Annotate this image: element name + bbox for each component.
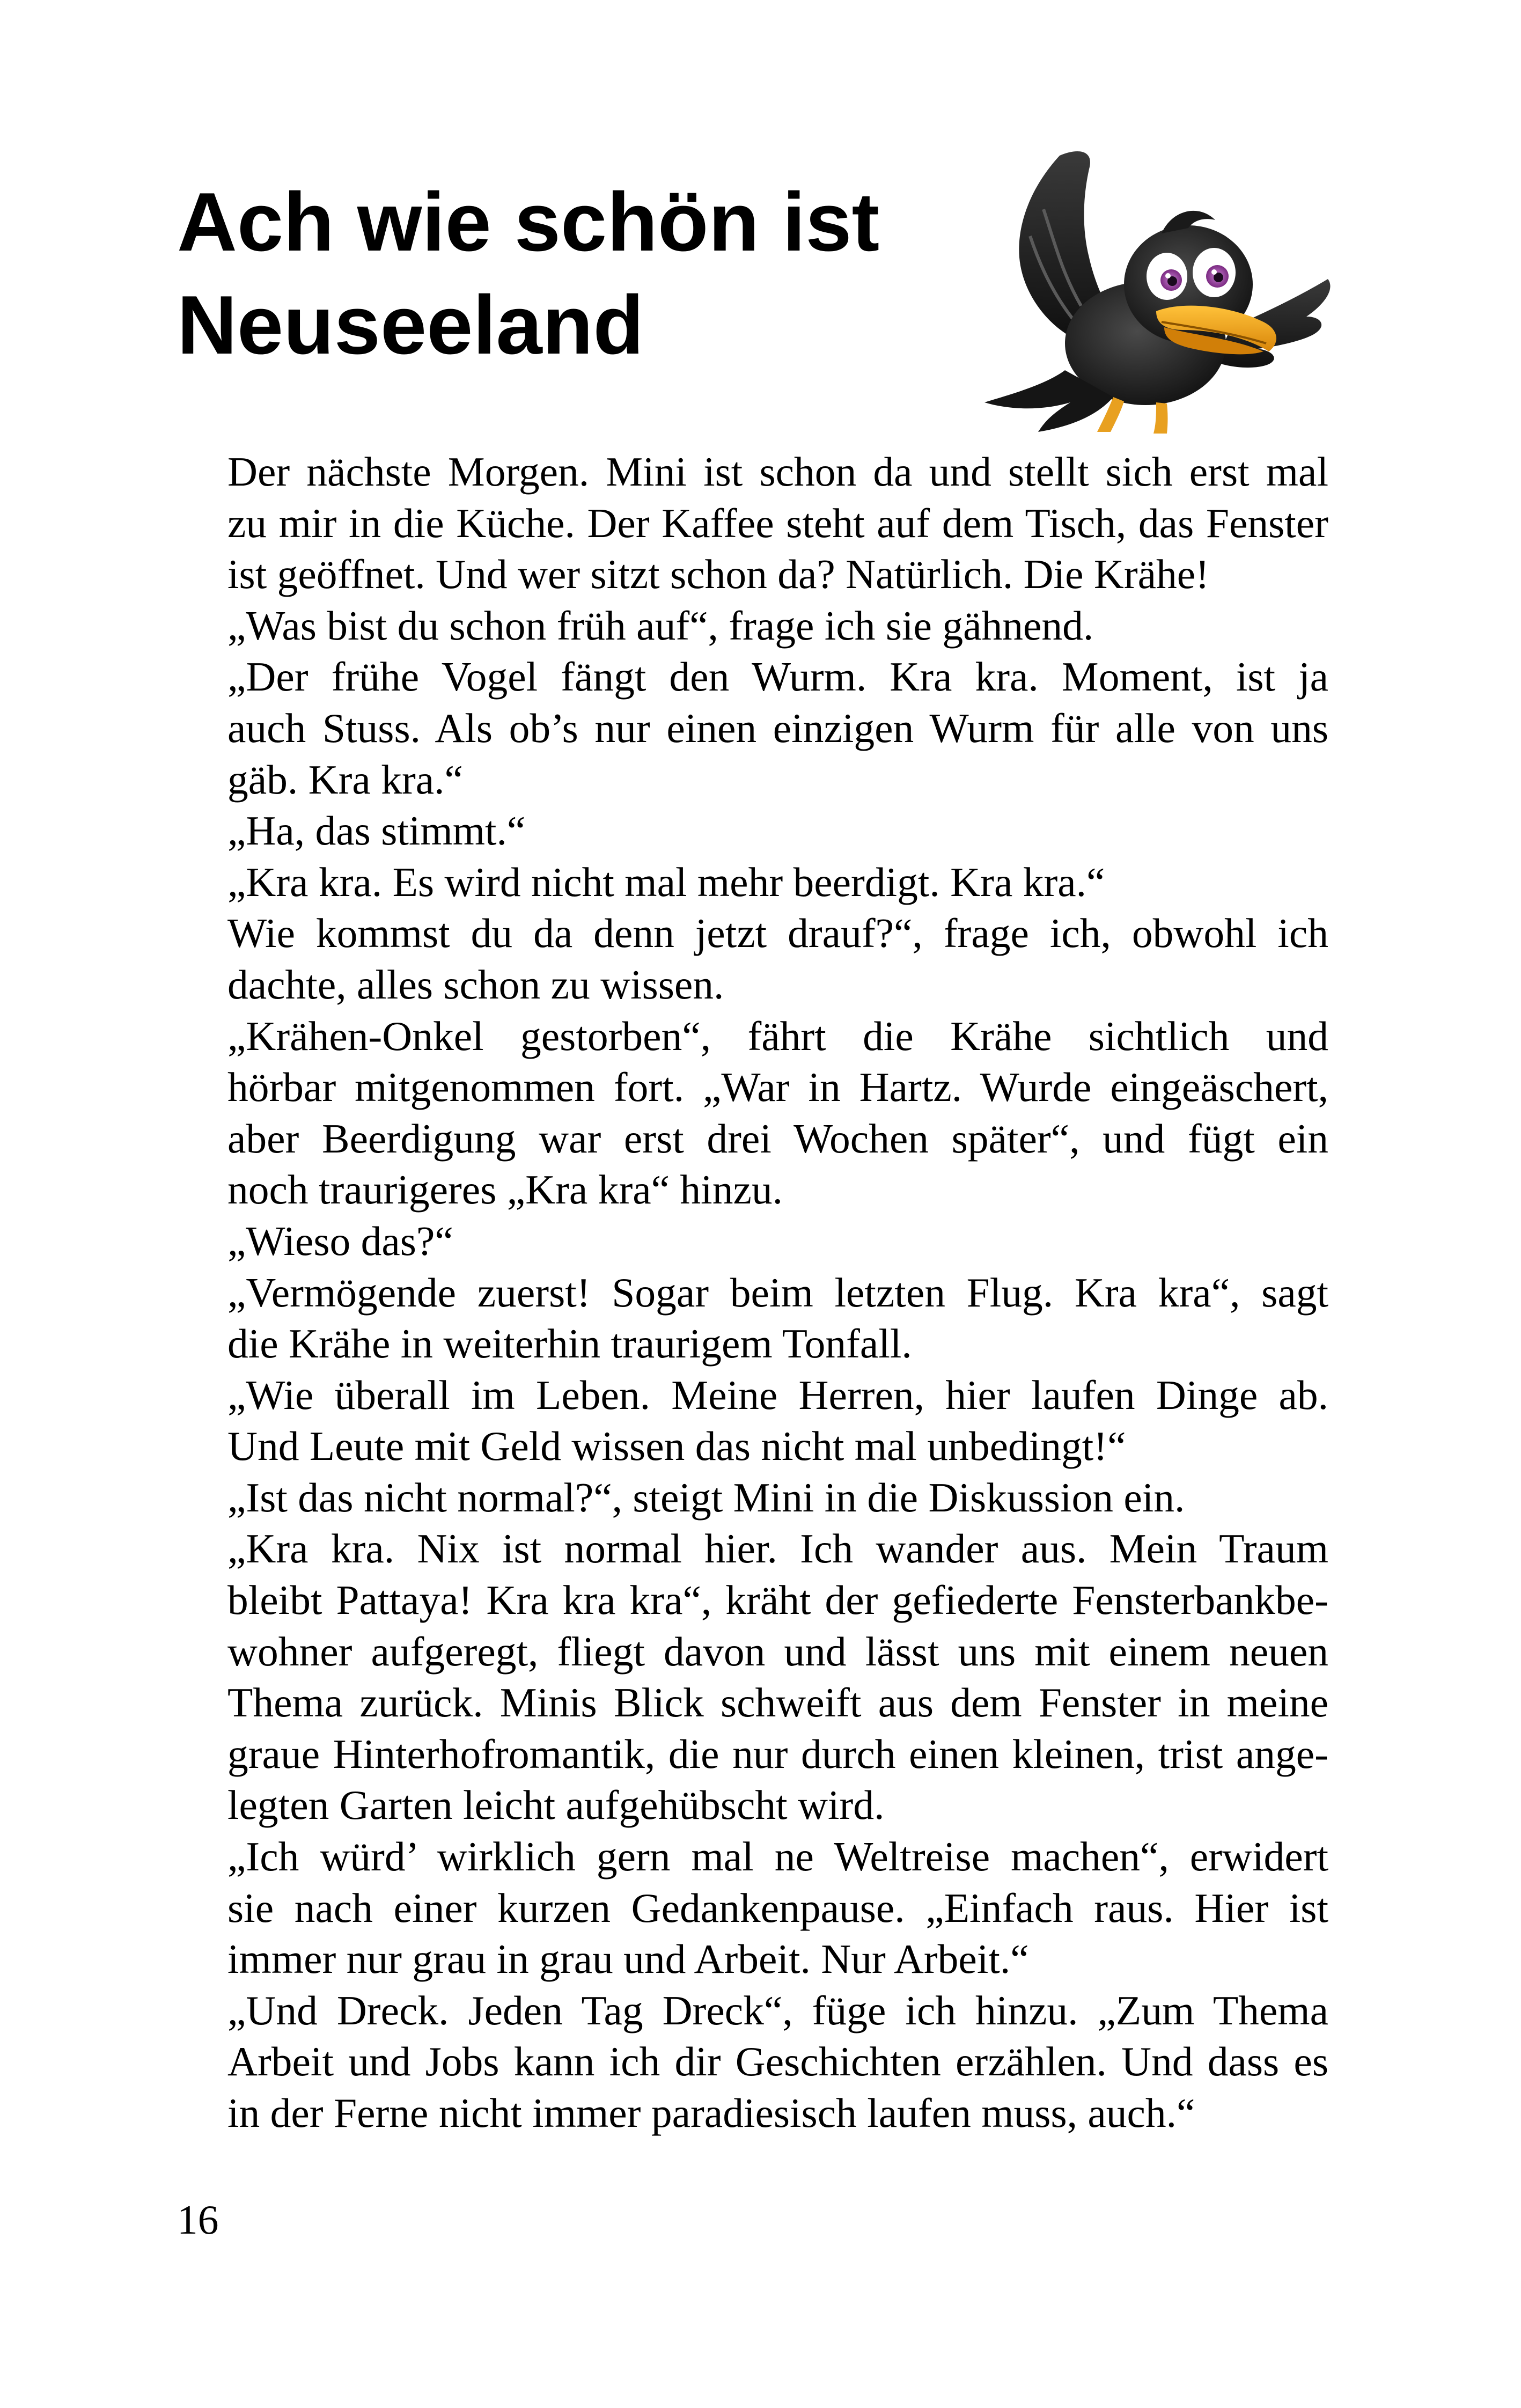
text-line: dachte, alles schon zu wissen. — [227, 961, 724, 1008]
text-line: bleibt Pattaya! Kra kra kra“, kräht der gefiederte Fensterbankbe- — [227, 1577, 1328, 1624]
text-line: die Krähe in weiterhin traurigem Tonfall. — [227, 1320, 912, 1367]
text-line: „Vermögende zuerst! Sogar beim letzten Flug. Kra kra“, sagt — [227, 1269, 1328, 1316]
page-number: 16 — [177, 2197, 219, 2243]
paragraph — [178, 857, 1328, 908]
text-line: „Ist das nicht normal?“, steigt Mini in die Diskussion ein. — [227, 1474, 1185, 1521]
paragraph — [178, 651, 1328, 805]
text-line: „Wieso das?“ — [227, 1217, 453, 1264]
text-line: „Wie überall im Leben. Meine Herren, hier laufen Dinge ab. — [227, 1371, 1328, 1418]
text-line: legten Garten leicht aufgehübscht wird. — [227, 1782, 885, 1829]
text-line: sie nach einer kurzen Gedankenpause. „Einfach raus. Hier ist — [227, 1884, 1328, 1931]
text-line: Wie kommst du da denn jetzt drauf?“, frage ich, obwohl ich — [227, 910, 1328, 957]
text-line: ist geöffnet. Und wer sitzt schon da? Natürlich. Die Krähe! — [227, 551, 1209, 598]
chapter-title-line-1: Ach wie schön ist — [177, 175, 880, 268]
paragraph — [178, 1472, 1328, 1524]
crow-icon — [979, 145, 1333, 435]
paragraph — [178, 1831, 1328, 1985]
text-line: „Ich würd’ wirklich gern mal ne Weltreise machen“, erwidert — [227, 1833, 1328, 1880]
paragraph — [178, 446, 1328, 600]
paragraph — [178, 1267, 1328, 1370]
text-line: gäb. Kra kra.“ — [227, 756, 463, 803]
text-line: noch traurigeres „Kra kra“ hinzu. — [227, 1166, 783, 1213]
paragraph — [178, 908, 1328, 1010]
text-line: „Kra kra. Es wird nicht mal mehr beerdigt. Kra kra.“ — [227, 858, 1105, 905]
text-line: hörbar mitgenommen fort. „War in Hartz. Wurde eingeäschert, — [227, 1064, 1328, 1111]
paragraph — [178, 1370, 1328, 1472]
text-line: wohner aufgeregt, fliegt davon und lässt uns mit einem neuen — [227, 1628, 1328, 1675]
chapter-title — [177, 171, 982, 377]
text-line: Thema zurück. Minis Blick schweift aus dem Fenster in meine — [227, 1679, 1328, 1726]
paragraph — [178, 1011, 1328, 1216]
chapter-title-line-2: Neuseeland — [177, 278, 644, 371]
text-line: „Und Dreck. Jeden Tag Dreck“, füge ich hinzu. „Zum Thema — [227, 1987, 1328, 2033]
text-line: in der Ferne nicht immer paradiesisch laufen muss, auch.“ — [227, 2090, 1195, 2136]
text-line: aber Beerdigung war erst drei Wochen später“, und fügt ein — [227, 1115, 1328, 1162]
text-line: „Kra kra. Nix ist normal hier. Ich wander aus. Mein Traum — [227, 1525, 1328, 1572]
story-text — [178, 446, 1328, 2139]
paragraph — [178, 1216, 1328, 1267]
text-line: „Ha, das stimmt.“ — [227, 807, 526, 854]
text-line: graue Hinterhofromantik, die nur durch einen kleinen, trist ange- — [227, 1730, 1328, 1777]
text-line: auch Stuss. Als ob’s nur einen einzigen Wurm für alle von uns — [227, 704, 1328, 751]
paragraph — [178, 1985, 1328, 2139]
text-line: Der nächste Morgen. Mini ist schon da und stellt sich erst mal — [227, 449, 1328, 495]
text-line: „Was bist du schon früh auf“, frage ich sie gähnend. — [227, 602, 1094, 649]
text-line: „Der frühe Vogel fängt den Wurm. Kra kra. Moment, ist ja — [227, 654, 1328, 700]
text-line: „Krähen-Onkel gestorben“, fährt die Krähe sichtlich und — [227, 1012, 1328, 1059]
text-line: Arbeit und Jobs kann ich dir Geschichten erzählen. Und dass es — [227, 2038, 1328, 2085]
text-line: Und Leute mit Geld wissen das nicht mal unbedingt!“ — [227, 1423, 1126, 1470]
text-line: immer nur grau in grau und Arbeit. Nur Arbeit.“ — [227, 1936, 1029, 1983]
paragraph — [178, 600, 1328, 652]
paragraph — [178, 1523, 1328, 1831]
paragraph — [178, 805, 1328, 857]
text-line: zu mir in die Küche. Der Kaffee steht auf dem Tisch, das Fenster — [227, 500, 1328, 546]
